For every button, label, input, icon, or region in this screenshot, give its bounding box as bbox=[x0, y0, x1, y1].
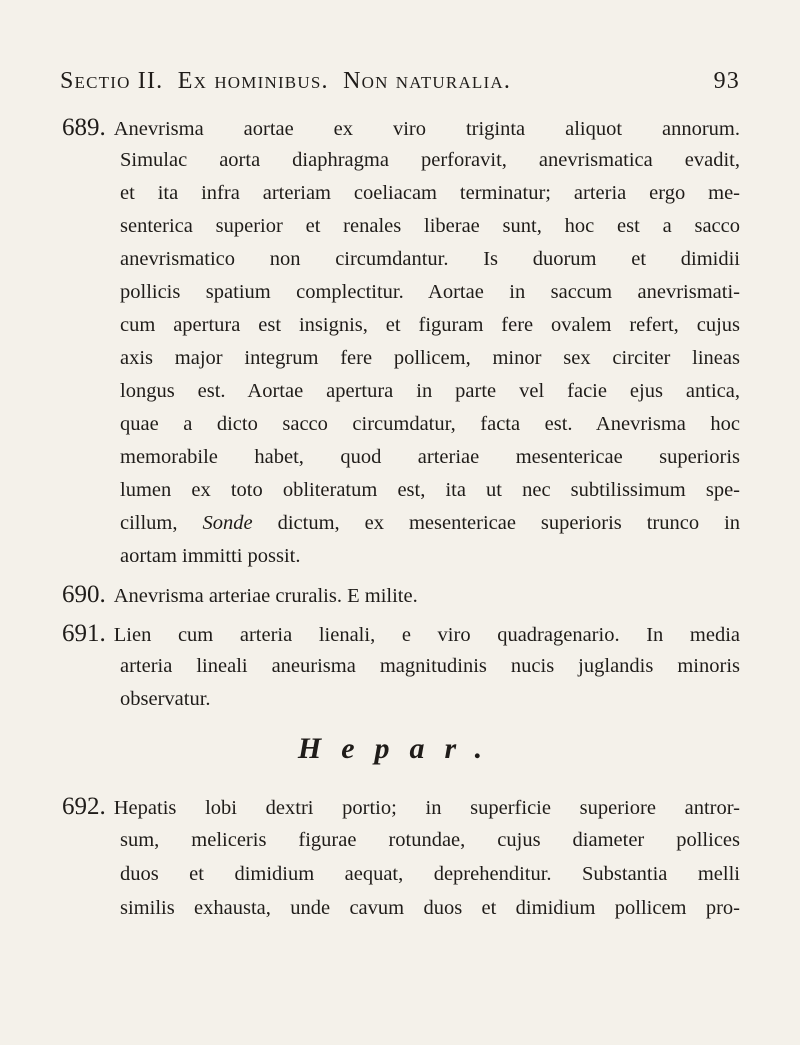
header-section: Sectio II. bbox=[60, 68, 164, 94]
header-category: Non naturalia. bbox=[343, 68, 512, 94]
entry-number: 692. bbox=[62, 793, 106, 820]
paragraph-line: aortam immitti possit. bbox=[120, 545, 301, 567]
paragraph-line: 692. Hepatis lobi dextri portio; in superficie superiore antror- bbox=[62, 793, 740, 820]
paragraph-line: memorabile habet, quod arteriae mesentericae superioris bbox=[120, 446, 740, 468]
paragraph-line: 689. Anevrisma aortae ex viro triginta aliquot annorum. bbox=[62, 114, 740, 141]
paragraph-line: lumen ex toto obliteratum est, ita ut nec subtilissimum spe- bbox=[120, 479, 740, 501]
entry-number: 689. bbox=[62, 114, 106, 141]
paragraph-line: arteria lineali aneurisma magnitudinis nucis juglandis minoris bbox=[120, 655, 740, 677]
paragraph-line: pollicis spatium complectitur. Aortae in saccum anevrismati- bbox=[120, 281, 740, 303]
italic-term: Sonde bbox=[202, 512, 253, 534]
section-title: Hepar. bbox=[297, 732, 503, 765]
paragraph-line: similis exhausta, unde cavum duos et dimidium pollicem pro- bbox=[120, 897, 740, 919]
paragraph-line: senterica superior et renales liberae sunt, hoc est a sacco bbox=[120, 215, 740, 237]
entry-number: 690. bbox=[62, 581, 106, 608]
paragraph-line: longus est. Aortae apertura in parte vel facie ejus antica, bbox=[120, 380, 740, 402]
paragraph-line: duos et dimidium aequat, deprehenditur. Substantia melli bbox=[120, 863, 740, 885]
page-number: 93 bbox=[713, 68, 740, 94]
paragraph-line: cum apertura est insignis, et figuram fere ovalem refert, cujus bbox=[120, 314, 740, 336]
paragraph-line: et ita infra arteriam coeliacam terminatur; arteria ergo me- bbox=[120, 182, 740, 204]
paragraph-line: axis major integrum fere pollicem, minor sex circiter lineas bbox=[120, 347, 740, 369]
entry-number: 691. bbox=[62, 620, 106, 647]
paragraph-line: anevrismatico non circumdantur. Is duorum et dimidii bbox=[120, 248, 740, 270]
running-header bbox=[60, 68, 740, 95]
paragraph-line: Simulac aorta diaphragma perforavit, anevrismatica evadit, bbox=[120, 149, 740, 171]
header-subject: Ex hominibus. bbox=[177, 68, 329, 94]
paragraph-line: 691. Lien cum arteria lienali, e viro quadragenario. In media bbox=[62, 620, 740, 647]
paragraph-line: quae a dicto sacco circumdatur, facta est. Anevrisma hoc bbox=[120, 413, 740, 435]
paragraph-line: cillum, Sonde dictum, ex mesentericae superioris trunco in bbox=[120, 512, 741, 534]
paragraph-line: observatur. bbox=[120, 688, 211, 710]
paragraph-line: sum, meliceris figurae rotundae, cujus diameter pollices bbox=[120, 829, 740, 851]
paragraph-line: 690. Anevrisma arteriae cruralis. E milite. bbox=[62, 581, 418, 608]
